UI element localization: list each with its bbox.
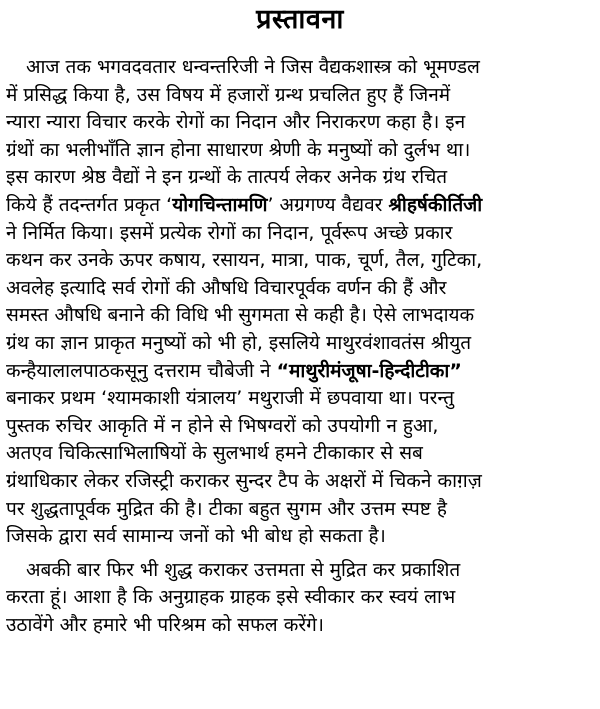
- text-line: समस्त औषधि बनाने की विधि भी सुगमता से कही है। ऐसे लाभदायक: [6, 304, 475, 327]
- text-line: पुस्तक रुचिर आकृति में न होने से भिषग्वरों को उपयोगी न हुआ,: [6, 414, 439, 437]
- text-line: [6, 358, 594, 386]
- book-title-yogachintamani: योगचिन्तामणि: [172, 193, 268, 216]
- text-line: आज तक भगवदवतार धन्वन्तरिजी ने जिस वैद्यकशास्त्र को भूमण्डल: [26, 56, 480, 78]
- text-line: जिसके द्वारा सर्व सामान्य जनों को भी बोध हो सकता है।: [6, 525, 386, 548]
- paragraph-intro: [6, 54, 594, 551]
- text-line: बनाकर प्रथम ‘श्यामकाशी यंत्रालय’ मथुराजी में छपवाया था। परन्तु: [6, 387, 455, 410]
- text-segment: ’ अग्रगण्य वैद्यवर: [267, 193, 389, 216]
- text-segment: कन्हैयालालपाठकसूनु दत्तराम चौबेजी ने: [6, 359, 277, 382]
- paragraph-closing: [6, 557, 594, 640]
- text-line: में प्रसिद्ध किया है, उस विषय में हजारों ग्रन्थ प्रचलित हुए हैं जिनमें: [6, 83, 451, 106]
- text-line: करता हूं। आशा है कि अनुग्राहक ग्राहक इसे स्वीकार कर स्वयं लाभ: [6, 586, 456, 609]
- text-line: न्यारा न्यारा विचार करके रोगों का निदान और निराकरण कहा है। इन: [6, 111, 466, 134]
- text-line: अवलेह इत्यादि सर्व रोगों की औषधि विचारपूर्वक वर्णन की हैं और: [6, 276, 447, 299]
- text-line: ग्रंथाधिकार लेकर रजिस्ट्री कराकर सुन्दर टैप के अक्षरों में चिकने काग़ज़: [6, 469, 482, 492]
- commentary-title: “माथुरीमंजूषा-हिन्दीटीका”: [276, 359, 462, 382]
- text-line: कथन कर उनके ऊपर कषाय, रसायन, मात्रा, पाक, चूर्ण, तैल, गुटिका,: [6, 249, 483, 272]
- text-line: [6, 192, 594, 220]
- text-line: अतएव चिकित्साभिलाषियों के सुलभार्थ हमने टीकाकार से सब: [6, 442, 423, 465]
- document-page: [0, 4, 600, 709]
- text-line: ने निर्मित किया। इसमें प्रत्येक रोगों का निदान, पूर्वरूप अच्छे प्रकार: [6, 221, 453, 244]
- text-line: उठावेंगे और हमारे भी परिश्रम को सफल करेंगे।: [6, 613, 324, 636]
- text-line: ग्रंथ का ज्ञान प्राकृत मनुष्यों को भी हो, इसलिये माथुरवंशावतंस श्रीयुत: [6, 331, 472, 354]
- text-line: पर शुद्धतापूर्वक मुद्रित की है। टीका बहुत सुगम और उत्तम स्पष्ट है: [6, 497, 447, 520]
- text-line: अबकी बार फिर भी शुद्ध कराकर उत्तमता से मुद्रित कर प्रकाशित: [26, 558, 461, 581]
- author-name: श्रीहर्षकीर्तिजी: [388, 193, 483, 216]
- text-segment: किये हैं तदन्तर्गत प्रकृत ‘: [6, 193, 173, 216]
- page-title: प्रस्तावना: [256, 4, 344, 35]
- text-line: ग्रंथों का भलीभाँति ज्ञान होना साधारण श्रेणी के मनुष्यों को दुर्लभ था।: [6, 138, 471, 161]
- text-line: इस कारण श्रेष्ठ वैद्यों ने इन ग्रन्थों के तात्पर्य लेकर अनेक ग्रंथ रचित: [6, 166, 448, 189]
